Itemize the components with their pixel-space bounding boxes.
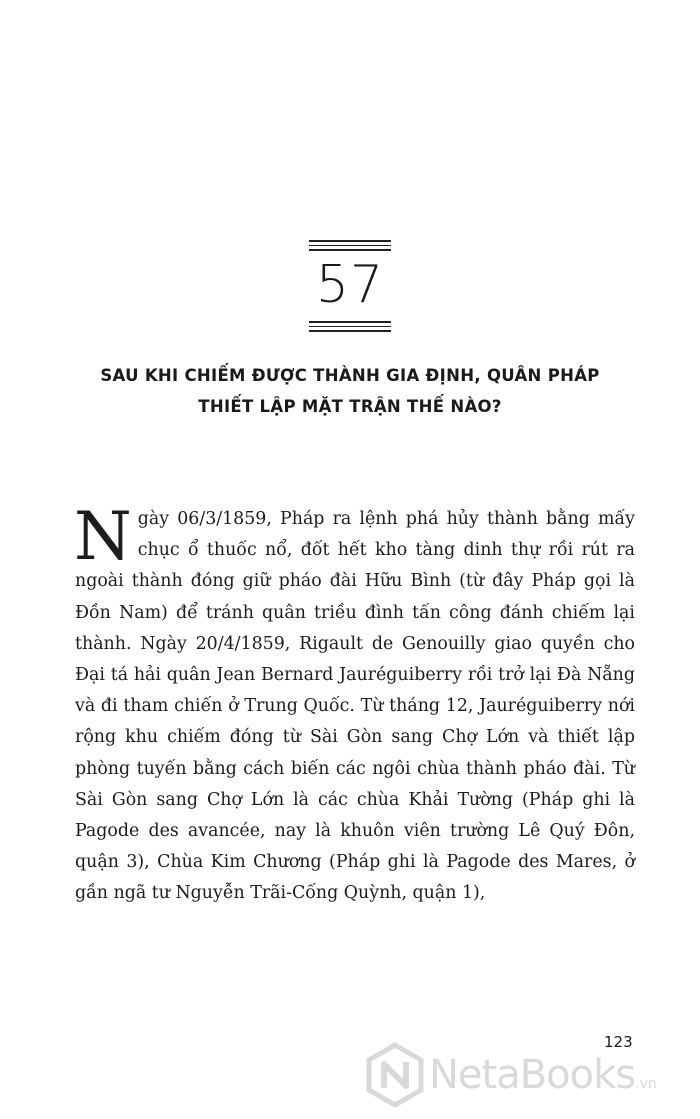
- netabooks-logo-icon: [365, 1042, 425, 1108]
- top-rule: [309, 240, 391, 251]
- paragraph-text: gày 06/3/1859, Pháp ra lệnh phá hủy thành bằng mấy chục ổ thuốc nổ, đốt hết kho tàng dinh thự rồi rút ra ngoài thành đóng giữ pháo đài Hữu Bình (từ đây Pháp gọi là Đồn Nam) để tránh quân triều đình tấn công đánh chiếm lại thành. Ngày 20/4/1859, Rigault de Genouilly giao quyền cho Đại tá hải quân Jean Bernard Jauréguiberry rồi trở lại Đà Nẵng và đi tham chiến ở Trung Quốc. Từ tháng 12, Jauréguiberry nới rộng khu chiếm đóng từ Sài Gòn sang Chợ Lớn và thiết lập phòng tuyến bằng cách biến các ngôi chùa thành pháo đài. Từ Sài Gòn sang Chợ Lớn là các chùa Khải Tường (Pháp ghi là Pagode des avancée, nay là khuôn viên trường Lê Quý Đôn, quận 3), Chùa Kim Chương (Pháp ghi là Pagode des Mares, ở gần ngã tư Nguyễn Trãi-Cống Quỳnh, quận 1),: [75, 509, 635, 904]
- chapter-title-line-1: SAU KHI CHIẾM ĐƯỢC THÀNH GIA ĐỊNH, QUÂN PHÁP: [100, 366, 600, 385]
- chapter-title: [0, 360, 700, 422]
- drop-cap: N: [74, 498, 132, 575]
- bottom-rule: [309, 321, 391, 332]
- chapter-title-line-2: THIẾT LẬP MẶT TRẬN THẾ NÀO?: [198, 397, 502, 416]
- page-number: 123: [604, 1033, 633, 1051]
- chapter-header: [0, 240, 700, 335]
- watermark-suffix: .vn: [635, 1076, 657, 1092]
- watermark-text: NetaBooks: [429, 1052, 636, 1098]
- chapter-number: 57: [315, 255, 385, 315]
- watermark: [365, 1040, 700, 1110]
- body-paragraph: [74, 498, 635, 910]
